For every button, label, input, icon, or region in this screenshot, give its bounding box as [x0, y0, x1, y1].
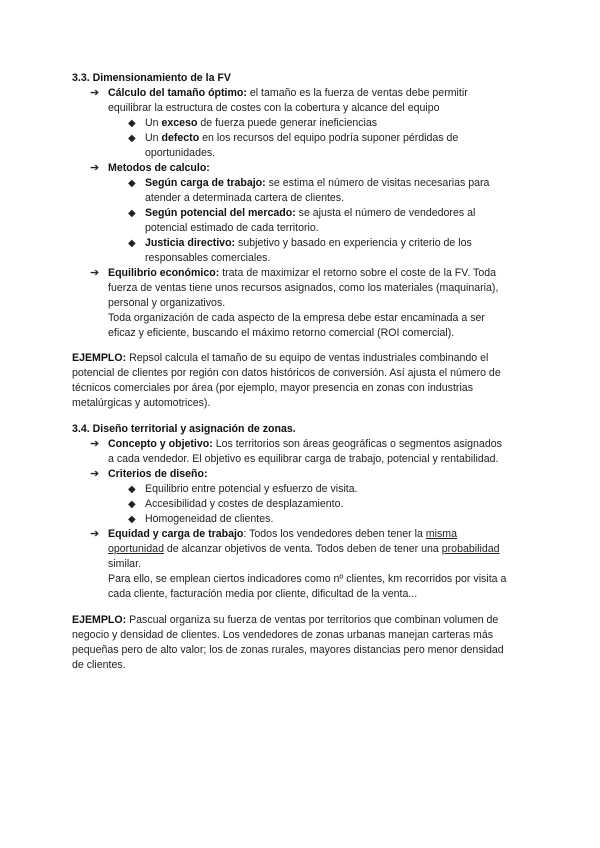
diamond-bullet-icon: ◆	[128, 118, 136, 129]
metodo-potencial-line2: potencial estimado de cada territorio.	[145, 222, 319, 234]
metodos-item: Metodos de calculo:	[108, 162, 210, 174]
arrow-icon: ➔	[90, 468, 100, 480]
calculo-item: Cálculo del tamaño óptimo: el tamaño es la fuerza de ventas debe permitir	[108, 87, 468, 99]
equidad-item: Equidad y carga de trabajo: Todos los vendedores deben tener la misma	[108, 528, 457, 540]
equidad-line5: cada cliente, facturación media por cliente, dificultad de la venta...	[108, 588, 418, 600]
bullet-exceso: Un exceso de fuerza puede generar ineficiencias	[145, 117, 378, 129]
ejemplo-repsol-line4: metalúrgicas y automotrices).	[72, 397, 211, 409]
section-heading-3-3: 3.3. Dimensionamiento de la FV	[72, 72, 231, 84]
ejemplo-repsol-line2: potencial de clientes por región con datos históricos de conversión. Así ajusta el número de	[72, 367, 501, 379]
arrow-icon: ➔	[90, 162, 100, 174]
metodo-carga-line2: atender a determinada cartera de clientes.	[145, 192, 345, 204]
arrow-icon: ➔	[90, 87, 100, 99]
ejemplo-pascual: EJEMPLO: Pascual organiza su fuerza de ventas por territorios que combinan volumen de	[72, 614, 499, 626]
metodo-justicia-line2: responsables comerciales.	[145, 252, 271, 264]
concepto-line2: a cada vendedor. El objetivo es equilibrar carga de trabajo, potencial y rentabilidad.	[108, 453, 499, 465]
equidad-line3: similar.	[108, 558, 141, 570]
ejemplo-repsol-line3: técnicos comerciales por área (por ejemplo, mayor presencia en zonas con industrias	[72, 382, 473, 394]
concepto-item: Concepto y objetivo: Los territorios son áreas geográficas o segmentos asignados	[108, 438, 502, 450]
metodo-justicia: Justicia directivo: subjetivo y basado en experiencia y criterio de los	[145, 237, 472, 249]
diamond-bullet-icon: ◆	[128, 484, 136, 495]
equilibrio-line2: fuerza de ventas tiene unos recursos asignados, como los materiales (maquinaria),	[108, 282, 499, 294]
criterio-equilibrio: Equilibrio entre potencial y esfuerzo de visita.	[145, 483, 358, 495]
criterios-item: Criterios de diseño:	[108, 468, 208, 480]
bullet-defecto: Un defecto en los recursos del equipo podría suponer pérdidas de	[145, 132, 459, 144]
arrow-icon: ➔	[90, 438, 100, 450]
equilibrio-line5: eficaz y eficiente, buscando el máximo retorno comercial (ROI comercial).	[108, 327, 455, 339]
section-heading-3-4: 3.4. Diseño territorial y asignación de zonas.	[72, 423, 296, 435]
equilibrio-line4: Toda organización de cada aspecto de la empresa debe estar encaminada a ser	[108, 312, 485, 324]
criterio-homogeneidad: Homogeneidad de clientes.	[145, 513, 274, 525]
diamond-bullet-icon: ◆	[128, 133, 136, 144]
ejemplo-pascual-line4: de clientes.	[72, 659, 126, 671]
diamond-bullet-icon: ◆	[128, 514, 136, 525]
metodo-potencial: Según potencial del mercado: se ajusta el número de vendedores al	[145, 207, 476, 219]
bullet-defecto-line2: oportunidades.	[145, 147, 216, 159]
ejemplo-pascual-line3: pequeñas pero de alto valor; los de zonas rurales, mayores distancias pero menor densidad	[72, 644, 504, 656]
ejemplo-repsol: EJEMPLO: Repsol calcula el tamaño de su equipo de ventas industriales combinando el	[72, 352, 489, 364]
diamond-bullet-icon: ◆	[128, 238, 136, 249]
diamond-bullet-icon: ◆	[128, 208, 136, 219]
equidad-line4: Para ello, se emplean ciertos indicadores como nº clientes, km recorridos por visita a	[108, 573, 507, 585]
arrow-icon: ➔	[90, 528, 100, 540]
arrow-icon: ➔	[90, 267, 100, 279]
equilibrio-item: Equilibrio económico: trata de maximizar el retorno sobre el coste de la FV. Toda	[108, 267, 497, 279]
metodo-carga: Según carga de trabajo: se estima el número de visitas necesarias para	[145, 177, 490, 189]
diamond-bullet-icon: ◆	[128, 178, 136, 189]
equilibrio-line3: personal y organizativos.	[108, 297, 226, 309]
criterio-accesibilidad: Accesibilidad y costes de desplazamiento.	[145, 498, 344, 510]
diamond-bullet-icon: ◆	[128, 499, 136, 510]
equidad-line2: oportunidad de alcanzar objetivos de venta. Todos deben de tener una probabilidad	[108, 543, 500, 555]
ejemplo-pascual-line2: negocio y densidad de clientes. Los vendedores de zonas urbanas manejan carteras más	[72, 629, 494, 641]
calculo-line2: equilibrar la estructura de costes con la cobertura y alcance del equipo	[108, 102, 440, 114]
